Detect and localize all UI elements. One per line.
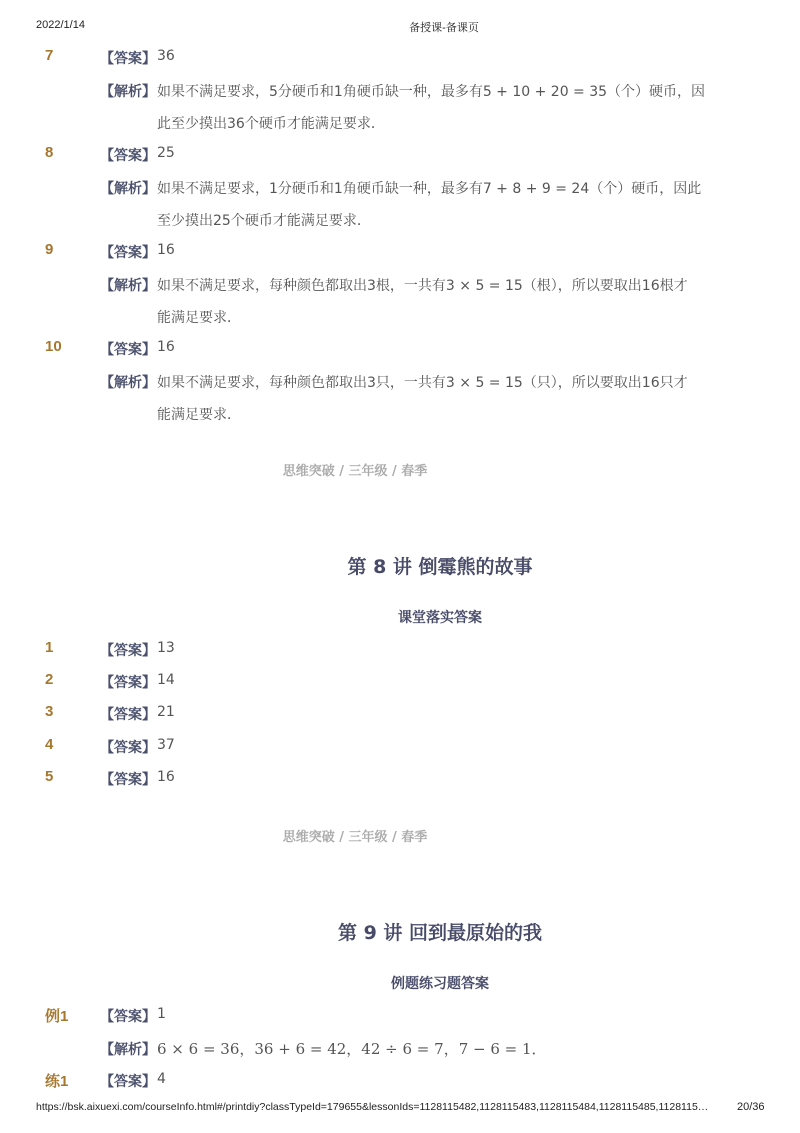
item-number: 4 xyxy=(45,736,54,753)
lecture-8-title: 第 8 讲 倒霉熊的故事 xyxy=(347,556,533,578)
answer-value: 25 xyxy=(157,145,175,161)
page-number: 20/36 xyxy=(737,1101,765,1113)
lecture-9-subtitle: 例题练习题答案 xyxy=(391,976,489,992)
breadcrumb: 思维突破 / 三年级 / 春季 xyxy=(282,464,428,479)
item-number: 10 xyxy=(45,338,62,355)
analysis-text: 如果不满足要求，每种颜色都取出3根，一共有3 × 5 = 15（根），所以要取出16根才 xyxy=(157,278,688,294)
analysis-text: 至少摸出25个硬币才能满足要求． xyxy=(157,213,371,229)
item-number: 3 xyxy=(45,703,54,720)
analysis-label: 【解析】 xyxy=(100,278,156,294)
answer-value: 1 xyxy=(157,1006,166,1022)
answer-value: 16 xyxy=(157,242,175,258)
answer-value: 21 xyxy=(157,704,175,720)
answer-value: 14 xyxy=(157,672,175,688)
analysis-text: 6 × 6 = 36，36 + 6 = 42，42 ÷ 6 = 7，7 − 6 = 1． xyxy=(157,1040,547,1058)
answer-label: 【答案】 xyxy=(100,1009,156,1025)
item-number: 8 xyxy=(45,144,54,161)
answer-label: 【答案】 xyxy=(100,643,156,659)
answer-label: 【答案】 xyxy=(100,772,156,788)
answer-label: 【答案】 xyxy=(100,342,156,358)
answer-label: 【答案】 xyxy=(100,675,156,691)
analysis-label: 【解析】 xyxy=(100,84,156,100)
lecture-9-title: 第 9 讲 回到最原始的我 xyxy=(337,922,543,944)
answer-label: 【答案】 xyxy=(100,1074,156,1090)
item-number: 例1 xyxy=(45,1008,69,1025)
breadcrumb: 思维突破 / 三年级 / 春季 xyxy=(282,830,428,845)
answer-label: 【答案】 xyxy=(100,245,156,261)
answer-value: 13 xyxy=(157,640,175,656)
analysis-label: 【解析】 xyxy=(100,181,156,197)
answer-label: 【答案】 xyxy=(100,148,156,164)
item-number: 9 xyxy=(45,241,54,258)
print-date: 2022/1/14 xyxy=(36,19,85,31)
answer-label: 【答案】 xyxy=(100,51,156,67)
analysis-text: 如果不满足要求，1分硬币和1角硬币缺一种，最多有7 + 8 + 9 = 24（个）硬币，因此 xyxy=(157,181,702,197)
item-number: 2 xyxy=(45,671,54,688)
answer-value: 37 xyxy=(157,737,175,753)
analysis-text: 能满足要求． xyxy=(157,407,241,423)
item-number: 7 xyxy=(45,47,54,64)
analysis-text: 如果不满足要求，每种颜色都取出3只，一共有3 × 5 = 15（只），所以要取出16只才 xyxy=(157,375,688,391)
item-number: 练1 xyxy=(45,1073,69,1090)
analysis-text: 如果不满足要求，5分硬币和1角硬币缺一种，最多有5 + 10 + 20 = 35（个）硬币，因 xyxy=(157,84,706,100)
answer-value: 4 xyxy=(157,1071,166,1087)
analysis-text: 能满足要求． xyxy=(157,310,241,326)
page-title: 备授课-备课页 xyxy=(409,22,479,34)
analysis-label: 【解析】 xyxy=(100,375,156,391)
answer-value: 36 xyxy=(157,48,175,64)
answer-label: 【答案】 xyxy=(100,707,156,723)
item-number: 1 xyxy=(45,639,54,656)
lecture-8-subtitle: 课堂落实答案 xyxy=(398,610,482,626)
analysis-label: 【解析】 xyxy=(100,1042,156,1058)
analysis-text: 此至少摸出36个硬币才能满足要求． xyxy=(157,116,385,132)
answer-label: 【答案】 xyxy=(100,740,156,756)
answer-value: 16 xyxy=(157,339,175,355)
page-url: https://bsk.aixuexi.com/courseInfo.html#/printdiy?classTypeId=179655&lessonIds=1128115482,1128115483,1128115484,1128115485,1128115… xyxy=(36,1101,709,1113)
item-number: 5 xyxy=(45,768,54,785)
answer-value: 16 xyxy=(157,769,175,785)
